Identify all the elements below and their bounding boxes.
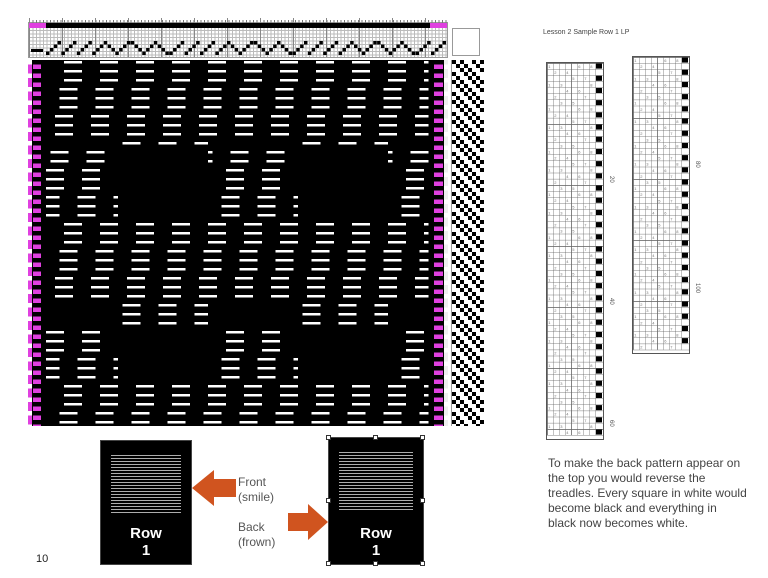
svg-text:1: 1: [548, 210, 551, 216]
back-thumb-number: 1: [371, 542, 381, 559]
svg-text:7: 7: [584, 350, 587, 356]
svg-text:5: 5: [658, 180, 661, 185]
svg-text:8: 8: [590, 167, 593, 173]
svg-text:7: 7: [584, 265, 587, 271]
svg-text:2: 2: [640, 192, 643, 198]
svg-text:5: 5: [572, 100, 575, 106]
resize-handle-tr[interactable]: [420, 435, 425, 440]
svg-text:7: 7: [584, 179, 587, 185]
resize-handle-b[interactable]: [373, 561, 378, 566]
svg-text:8: 8: [676, 76, 679, 82]
svg-text:3: 3: [560, 253, 563, 259]
svg-text:2: 2: [640, 149, 643, 155]
svg-text:6: 6: [664, 100, 667, 106]
svg-text:5: 5: [572, 247, 575, 252]
svg-text:3: 3: [646, 161, 649, 167]
svg-text:3: 3: [560, 314, 563, 320]
svg-text:6: 6: [664, 143, 667, 149]
svg-text:3: 3: [560, 228, 563, 234]
svg-text:3: 3: [560, 125, 563, 130]
drawdown: [28, 60, 448, 426]
svg-text:2: 2: [640, 320, 643, 326]
back-thumb-label: Row: [360, 525, 392, 542]
svg-text:1: 1: [548, 234, 551, 240]
svg-text:6: 6: [578, 192, 581, 198]
svg-text:4: 4: [566, 198, 569, 204]
resize-handle-l[interactable]: [326, 498, 331, 503]
svg-text:6: 6: [578, 131, 581, 137]
svg-text:6: 6: [578, 320, 581, 326]
svg-text:7: 7: [670, 216, 673, 222]
svg-text:7: 7: [670, 302, 673, 307]
svg-text:3: 3: [560, 167, 563, 173]
svg-text:6: 6: [578, 344, 581, 350]
resize-handle-br[interactable]: [420, 561, 425, 566]
svg-text:7: 7: [584, 289, 587, 295]
svg-text:5: 5: [572, 76, 575, 82]
svg-text:6: 6: [664, 338, 667, 344]
svg-text:1: 1: [634, 314, 637, 320]
svg-text:3: 3: [646, 137, 649, 143]
svg-text:7: 7: [584, 417, 587, 423]
svg-text:3: 3: [560, 399, 563, 405]
svg-text:6: 6: [664, 82, 667, 88]
front-pattern-preview: [111, 453, 181, 513]
svg-text:7: 7: [670, 241, 673, 246]
svg-text:4: 4: [566, 326, 569, 332]
svg-text:4: 4: [566, 344, 569, 350]
svg-text:4: 4: [652, 320, 655, 326]
svg-text:7: 7: [670, 326, 673, 332]
svg-text:1: 1: [634, 186, 637, 192]
svg-text:5: 5: [572, 228, 575, 234]
svg-text:1: 1: [548, 64, 551, 69]
svg-text:2: 2: [554, 155, 557, 161]
svg-text:6: 6: [664, 295, 667, 301]
svg-text:6: 6: [664, 125, 667, 131]
svg-text:6: 6: [578, 405, 581, 411]
svg-text:1: 1: [548, 82, 551, 88]
svg-text:6: 6: [664, 228, 667, 234]
row-marker-20: 20: [608, 176, 614, 183]
svg-text:7: 7: [670, 344, 673, 350]
svg-text:3: 3: [646, 204, 649, 210]
svg-text:1: 1: [634, 119, 637, 124]
svg-text:5: 5: [572, 399, 575, 405]
page-number: 10: [36, 553, 49, 565]
svg-text:8: 8: [590, 362, 593, 368]
svg-text:2: 2: [554, 222, 557, 228]
resize-handle-r[interactable]: [420, 498, 425, 503]
svg-text:4: 4: [652, 338, 655, 344]
svg-text:1: 1: [634, 58, 637, 63]
liftplan-title: Lesson 2 Sample Row 1 LP: [543, 29, 630, 36]
svg-text:5: 5: [572, 417, 575, 423]
svg-text:7: 7: [670, 198, 673, 204]
svg-text:4: 4: [566, 155, 569, 161]
svg-text:3: 3: [560, 295, 563, 301]
svg-text:2: 2: [554, 308, 557, 313]
svg-text:5: 5: [658, 308, 661, 314]
svg-text:2: 2: [640, 88, 643, 94]
svg-text:8: 8: [676, 119, 679, 124]
svg-text:6: 6: [664, 186, 667, 192]
svg-text:3: 3: [560, 381, 563, 387]
svg-text:5: 5: [658, 265, 661, 271]
back-pattern-preview: [339, 450, 413, 510]
svg-text:4: 4: [566, 283, 569, 289]
svg-text:2: 2: [554, 240, 557, 246]
svg-text:7: 7: [584, 332, 587, 338]
svg-text:2: 2: [554, 350, 557, 356]
svg-text:4: 4: [566, 259, 569, 265]
svg-text:2: 2: [554, 369, 557, 374]
svg-text:6: 6: [578, 88, 581, 94]
svg-text:3: 3: [646, 308, 649, 314]
front-thumb-number: 1: [141, 542, 151, 559]
svg-text:5: 5: [658, 112, 661, 118]
svg-text:2: 2: [640, 131, 643, 137]
svg-text:7: 7: [584, 204, 587, 210]
svg-text:5: 5: [658, 137, 661, 143]
svg-text:4: 4: [652, 277, 655, 283]
svg-text:8: 8: [590, 320, 593, 326]
svg-text:8: 8: [676, 289, 679, 295]
explanation-text: To make the back pattern appear on the top you would reverse the treadles. Every square in white would become black and everything in black now becomes white.: [548, 456, 747, 530]
svg-text:5: 5: [658, 70, 661, 76]
svg-text:6: 6: [578, 430, 581, 435]
svg-text:7: 7: [584, 94, 587, 100]
svg-text:1: 1: [634, 143, 637, 149]
svg-text:4: 4: [566, 173, 569, 179]
svg-text:8: 8: [676, 314, 679, 320]
svg-text:3: 3: [646, 265, 649, 271]
svg-text:3: 3: [560, 100, 563, 106]
svg-text:3: 3: [560, 186, 563, 191]
svg-text:5: 5: [658, 222, 661, 228]
svg-text:2: 2: [554, 265, 557, 271]
svg-text:5: 5: [572, 118, 575, 124]
svg-text:4: 4: [652, 192, 655, 198]
svg-text:8: 8: [676, 228, 679, 234]
svg-text:1: 1: [548, 362, 551, 368]
svg-text:7: 7: [670, 112, 673, 118]
svg-text:3: 3: [560, 82, 563, 88]
svg-text:8: 8: [676, 271, 679, 277]
svg-text:2: 2: [640, 344, 643, 350]
svg-text:1: 1: [548, 106, 551, 112]
svg-text:6: 6: [578, 259, 581, 265]
svg-text:1: 1: [634, 271, 637, 277]
svg-text:7: 7: [584, 222, 587, 228]
svg-text:5: 5: [658, 283, 661, 289]
svg-text:5: 5: [572, 186, 575, 191]
svg-text:8: 8: [590, 277, 593, 283]
svg-text:4: 4: [566, 411, 569, 417]
svg-text:2: 2: [554, 393, 557, 399]
svg-text:8: 8: [676, 58, 679, 63]
svg-text:7: 7: [584, 308, 587, 313]
drawdown-pattern: [28, 60, 448, 426]
svg-text:5: 5: [572, 289, 575, 295]
svg-text:1: 1: [634, 161, 637, 167]
svg-text:1: 1: [548, 125, 551, 130]
svg-text:6: 6: [578, 362, 581, 368]
svg-text:5: 5: [572, 314, 575, 320]
svg-text:4: 4: [652, 149, 655, 155]
front-thumbnail: [100, 440, 192, 565]
row-marker-100: 100: [694, 283, 700, 294]
tieup-box: [452, 28, 480, 56]
svg-text:2: 2: [554, 94, 557, 100]
svg-text:2: 2: [640, 302, 643, 307]
svg-text:1: 1: [548, 192, 551, 198]
svg-text:8: 8: [590, 234, 593, 240]
svg-text:2: 2: [640, 173, 643, 179]
svg-text:7: 7: [584, 161, 587, 167]
svg-text:6: 6: [578, 216, 581, 222]
svg-text:3: 3: [646, 289, 649, 295]
liftplan-treadling-column: [451, 60, 484, 426]
svg-text:1: 1: [634, 289, 637, 295]
svg-text:7: 7: [670, 131, 673, 137]
svg-text:7: 7: [584, 393, 587, 399]
svg-text:6: 6: [578, 234, 581, 240]
svg-text:5: 5: [572, 204, 575, 210]
svg-text:2: 2: [554, 112, 557, 118]
svg-text:4: 4: [566, 240, 569, 246]
svg-text:5: 5: [658, 241, 661, 246]
svg-text:7: 7: [670, 88, 673, 94]
svg-text:8: 8: [676, 204, 679, 210]
svg-text:2: 2: [640, 259, 643, 265]
arrow-left-icon: [192, 470, 236, 506]
svg-text:4: 4: [566, 112, 569, 118]
svg-text:8: 8: [676, 143, 679, 149]
svg-text:3: 3: [560, 338, 563, 344]
svg-text:2: 2: [554, 198, 557, 204]
svg-text:2: 2: [640, 64, 643, 70]
svg-text:1: 1: [634, 228, 637, 234]
svg-text:8: 8: [590, 338, 593, 344]
back-thumbnail[interactable]: [328, 437, 424, 565]
svg-text:7: 7: [670, 155, 673, 161]
svg-text:6: 6: [578, 173, 581, 179]
svg-text:4: 4: [652, 64, 655, 70]
svg-text:1: 1: [548, 320, 551, 326]
svg-text:3: 3: [646, 119, 649, 124]
svg-text:2: 2: [640, 234, 643, 240]
svg-text:8: 8: [590, 253, 593, 259]
svg-text:7: 7: [584, 247, 587, 252]
svg-text:4: 4: [652, 167, 655, 173]
svg-text:4: 4: [566, 131, 569, 137]
row-marker-40: 40: [608, 298, 614, 305]
svg-text:6: 6: [664, 210, 667, 216]
svg-text:1: 1: [548, 253, 551, 259]
svg-text:2: 2: [554, 179, 557, 185]
svg-text:4: 4: [652, 82, 655, 88]
svg-text:8: 8: [676, 161, 679, 167]
front-caption: Front (smile): [238, 475, 274, 504]
svg-text:3: 3: [646, 332, 649, 338]
resize-handle-tl[interactable]: [326, 435, 331, 440]
resize-handle-bl[interactable]: [326, 561, 331, 566]
svg-text:4: 4: [566, 301, 569, 307]
liftplan-column-2: [632, 56, 690, 354]
svg-text:7: 7: [584, 118, 587, 124]
row-marker-80: 80: [694, 161, 700, 168]
svg-text:4: 4: [652, 125, 655, 131]
svg-text:8: 8: [590, 295, 593, 301]
svg-text:7: 7: [584, 137, 587, 143]
svg-text:2: 2: [554, 283, 557, 289]
svg-text:8: 8: [590, 64, 593, 69]
svg-text:5: 5: [572, 143, 575, 149]
svg-text:1: 1: [548, 423, 551, 429]
svg-text:8: 8: [590, 149, 593, 155]
svg-text:1: 1: [548, 277, 551, 283]
threading-pattern: [29, 23, 449, 59]
svg-text:3: 3: [646, 76, 649, 82]
svg-text:8: 8: [590, 106, 593, 112]
svg-text:2: 2: [554, 137, 557, 143]
svg-text:1: 1: [634, 332, 637, 338]
svg-text:5: 5: [572, 356, 575, 362]
svg-text:6: 6: [578, 387, 581, 393]
svg-text:3: 3: [646, 94, 649, 100]
svg-text:3: 3: [646, 247, 649, 253]
row-marker-60: 60: [608, 420, 614, 427]
svg-text:5: 5: [572, 332, 575, 338]
svg-text:4: 4: [566, 369, 569, 374]
svg-text:1: 1: [548, 405, 551, 411]
svg-text:6: 6: [664, 271, 667, 277]
svg-text:2: 2: [640, 106, 643, 112]
svg-text:7: 7: [670, 173, 673, 179]
svg-text:6: 6: [578, 149, 581, 155]
svg-text:5: 5: [572, 161, 575, 167]
svg-text:5: 5: [572, 375, 575, 381]
svg-text:8: 8: [676, 247, 679, 253]
svg-text:8: 8: [676, 332, 679, 338]
svg-text:4: 4: [652, 253, 655, 259]
svg-text:1: 1: [548, 149, 551, 155]
svg-text:3: 3: [560, 356, 563, 362]
svg-text:5: 5: [658, 198, 661, 204]
svg-text:3: 3: [646, 180, 649, 185]
svg-text:8: 8: [590, 125, 593, 130]
svg-text:2: 2: [554, 326, 557, 332]
svg-text:8: 8: [590, 210, 593, 216]
svg-text:7: 7: [584, 375, 587, 381]
liftplan-column-1: [546, 62, 604, 440]
svg-text:8: 8: [590, 405, 593, 411]
svg-text:1: 1: [634, 204, 637, 210]
svg-text:5: 5: [658, 155, 661, 161]
svg-text:8: 8: [590, 423, 593, 429]
svg-text:1: 1: [634, 76, 637, 82]
svg-text:8: 8: [590, 381, 593, 387]
svg-text:1: 1: [634, 247, 637, 253]
svg-text:7: 7: [670, 283, 673, 289]
back-caption: Back (frown): [238, 520, 276, 549]
svg-text:4: 4: [566, 70, 569, 76]
svg-text:2: 2: [640, 277, 643, 283]
svg-text:4: 4: [566, 88, 569, 94]
svg-text:4: 4: [566, 430, 569, 435]
svg-text:1: 1: [548, 167, 551, 173]
svg-text:5: 5: [658, 94, 661, 100]
svg-text:2: 2: [554, 70, 557, 76]
svg-text:6: 6: [578, 301, 581, 307]
svg-text:4: 4: [652, 210, 655, 216]
svg-text:1: 1: [634, 100, 637, 106]
svg-text:4: 4: [652, 234, 655, 240]
arrow-right-icon: [288, 504, 328, 540]
svg-text:3: 3: [560, 271, 563, 277]
svg-text:1: 1: [548, 295, 551, 301]
threading-grid: [28, 22, 448, 58]
svg-text:6: 6: [664, 314, 667, 320]
svg-text:8: 8: [590, 82, 593, 88]
resize-handle-t[interactable]: [373, 435, 378, 440]
svg-text:5: 5: [658, 326, 661, 332]
svg-text:4: 4: [652, 295, 655, 301]
svg-text:6: 6: [578, 277, 581, 283]
svg-text:1: 1: [548, 338, 551, 344]
svg-text:1: 1: [548, 381, 551, 387]
svg-text:3: 3: [560, 143, 563, 149]
svg-text:7: 7: [670, 70, 673, 76]
svg-text:7: 7: [584, 76, 587, 82]
svg-text:8: 8: [590, 192, 593, 198]
svg-text:4: 4: [652, 106, 655, 112]
svg-text:5: 5: [572, 271, 575, 277]
svg-text:2: 2: [554, 411, 557, 417]
svg-text:3: 3: [560, 423, 563, 429]
svg-text:6: 6: [578, 64, 581, 69]
svg-text:3: 3: [646, 222, 649, 228]
svg-text:6: 6: [664, 253, 667, 259]
svg-text:4: 4: [566, 387, 569, 393]
svg-text:8: 8: [676, 100, 679, 106]
svg-text:7: 7: [670, 259, 673, 265]
svg-text:6: 6: [664, 58, 667, 63]
svg-text:8: 8: [676, 186, 679, 192]
front-thumb-label: Row: [130, 525, 162, 542]
svg-text:6: 6: [664, 167, 667, 173]
svg-text:2: 2: [640, 216, 643, 222]
svg-text:3: 3: [560, 210, 563, 216]
svg-text:4: 4: [566, 216, 569, 222]
svg-text:6: 6: [578, 106, 581, 112]
